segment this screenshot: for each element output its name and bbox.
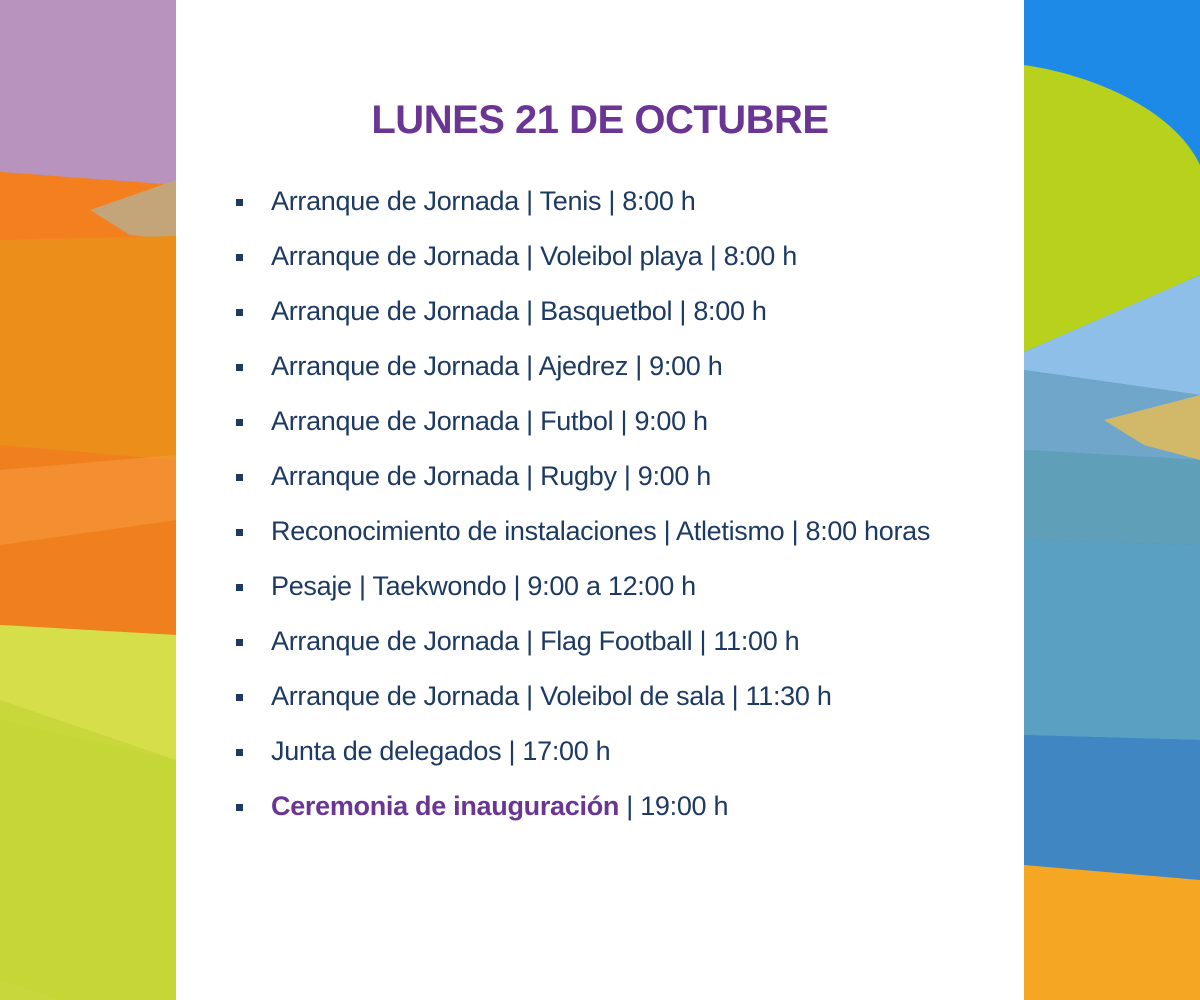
list-item [236, 559, 996, 614]
list-item-text: Arranque de Jornada | Ajedrez | 9:00 h [271, 351, 723, 381]
square-bullet-icon [236, 529, 243, 536]
list-item-text [271, 791, 728, 821]
list-item-text: Junta de delegados | 17:00 h [271, 736, 611, 766]
page-title: LUNES 21 DE OCTUBRE [371, 98, 829, 142]
list-item-text: Arranque de Jornada | Voleibol playa | 8:00 h [271, 241, 797, 271]
list-item [236, 449, 996, 504]
list-item-text: Arranque de Jornada | Rugby | 9:00 h [271, 461, 712, 491]
schedule-list [236, 174, 996, 834]
square-bullet-icon [236, 639, 243, 646]
list-item-text: Arranque de Jornada | Flag Football | 11:00 h [271, 626, 800, 656]
list-item-text: Pesaje | Taekwondo | 9:00 a 12:00 h [271, 571, 696, 601]
square-bullet-icon [236, 749, 243, 756]
list-item-highlighted [236, 779, 996, 834]
square-bullet-icon [236, 199, 243, 206]
left-abstract-shapes [0, 0, 176, 1000]
square-bullet-icon [236, 254, 243, 261]
highlighted-event-name: Ceremonia de inauguración [271, 791, 620, 821]
list-item-text: Reconocimiento de instalaciones | Atletismo | 8:00 horas [271, 516, 931, 546]
square-bullet-icon [236, 804, 243, 811]
list-item [236, 394, 996, 449]
list-item [236, 229, 996, 284]
right-decorative-background [1024, 0, 1200, 1000]
square-bullet-icon [236, 364, 243, 371]
square-bullet-icon [236, 419, 243, 426]
schedule-panel [176, 0, 1024, 1000]
square-bullet-icon [236, 309, 243, 316]
list-item [236, 614, 996, 669]
left-decorative-background [0, 0, 176, 1000]
list-item-text: Arranque de Jornada | Tenis | 8:00 h [271, 186, 696, 216]
list-item [236, 339, 996, 394]
list-item [236, 284, 996, 339]
square-bullet-icon [236, 694, 243, 701]
list-item [236, 504, 996, 559]
right-abstract-shapes [1024, 0, 1200, 1000]
event-time: | 19:00 h [619, 791, 729, 821]
list-item-text: Arranque de Jornada | Voleibol de sala | 11:30 h [271, 681, 832, 711]
square-bullet-icon [236, 584, 243, 591]
list-item [236, 174, 996, 229]
list-item-text: Arranque de Jornada | Basquetbol | 8:00 h [271, 296, 767, 326]
square-bullet-icon [236, 474, 243, 481]
list-item-text: Arranque de Jornada | Futbol | 9:00 h [271, 406, 708, 436]
list-item [236, 724, 996, 779]
list-item [236, 669, 996, 724]
